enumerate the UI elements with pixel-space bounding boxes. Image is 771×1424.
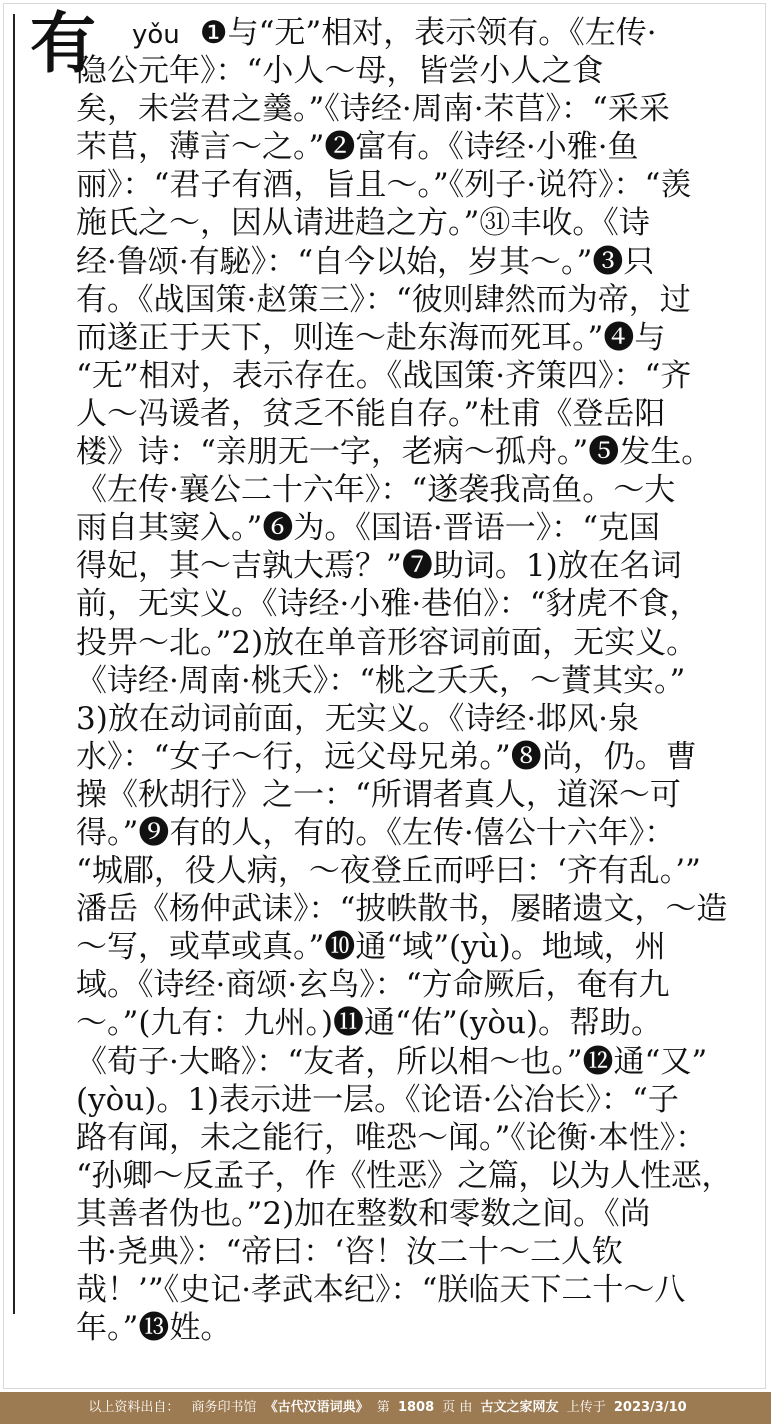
entry-line: 其善者伪也。”2)加在整数和零数之间。《尚 bbox=[76, 1195, 651, 1232]
entry-line: 水》：“女子～行，远父母兄弟。”❽尚，仍。曹 bbox=[76, 738, 697, 775]
entry-line: 有。《战国策·赵策三》：“彼则肆然而为帝，过 bbox=[76, 281, 691, 318]
footer-date: 2023/3/10 bbox=[613, 1400, 687, 1415]
footer-uploader: 古文之家网友 bbox=[480, 1400, 559, 1415]
footer-page-number: 1808 bbox=[397, 1400, 435, 1415]
entry-line: 《诗经·周南·桃夭》：“桃之夭夭，～蕡其实。” bbox=[76, 662, 686, 699]
headword: 有 bbox=[30, 4, 96, 82]
entry-line: 而遂正于天下，则连～赴东海而死耳。”❹与 bbox=[76, 319, 666, 356]
entry-line: 潘岳《杨仲武诔》：“披帙散书，屡睹遗文，～造 bbox=[76, 891, 728, 928]
entry-line: (yòu)。1)表示进一层。《论语·公冶长》：“子 bbox=[76, 1081, 679, 1118]
left-margin-rule bbox=[13, 14, 15, 1314]
entry-line: 投畀～北。”2)放在单音形容词前面，无实义。 bbox=[76, 624, 698, 661]
entry-line: 得妃，其～吉孰大焉？”❼助词。1)放在名词 bbox=[76, 548, 682, 585]
entry-line: 经·鲁颂·有駜》：“自今以始，岁其～。”❸只 bbox=[76, 243, 655, 280]
footer-page-label-post: 页 由 bbox=[442, 1400, 473, 1415]
dictionary-entry bbox=[76, 14, 732, 1347]
entry-line: 得。”❾有的人，有的。《左传·僖公十六年》： bbox=[76, 814, 676, 851]
entry-line: “孙卿～反孟子，作《性恶》之篇，以为人性恶， bbox=[76, 1157, 732, 1194]
entry-line: 操《秋胡行》之一：“所谓者真人，道深～可 bbox=[76, 776, 681, 813]
entry-line: 楼》诗：“亲朋无一字，老病～孤舟。”❺发生。 bbox=[76, 434, 713, 471]
footer-page-label-pre: 第 bbox=[376, 1400, 390, 1415]
entry-line: “城郿，役人病，～夜登丘而呼曰：‘齐有乱。’” bbox=[76, 853, 701, 890]
entry-line: “无”相对，表示存在。《战国策·齐策四》：“齐 bbox=[76, 357, 692, 394]
source-footer bbox=[0, 1392, 771, 1424]
entry-line: ～写，或草或真。”❿通“域”(yù)。地域，州 bbox=[76, 929, 666, 966]
entry-line: 《荀子·大略》：“友者，所以相～也。”⓬通“又” bbox=[76, 1043, 708, 1080]
entry-line: 施氏之～，因从请进趋之方。”㉛丰收。《诗 bbox=[76, 205, 650, 242]
entry-line: 哉！’”《史记·孝武本纪》：“朕临天下二十～八 bbox=[76, 1272, 686, 1309]
entry-line: ～。”(九有：九州。)⓫通“佑”(yòu)。帮助。 bbox=[76, 1005, 663, 1042]
footer-publisher: 商务印书馆 bbox=[191, 1400, 257, 1415]
entry-line-text: ❶与“无”相对，表示领有。《左传· bbox=[199, 15, 657, 51]
entry-line: 隐公元年》：“小人～母，皆尝小人之食 bbox=[76, 53, 604, 90]
entry-line: 年。”⓭姓。 bbox=[76, 1310, 232, 1347]
entry-line bbox=[76, 14, 726, 52]
pinyin: yǒu bbox=[132, 20, 180, 50]
entry-line: 丽》：“君子有酒，旨且～。”《列子·说符》：“羡 bbox=[76, 167, 692, 204]
entry-line: 3)放在动词前面，无实义。《诗经·邶风·泉 bbox=[76, 700, 640, 737]
entry-line: 路有闻，未之能行，唯恐～闻。”《论衡·本性》： bbox=[76, 1119, 707, 1156]
footer-book: 《古代汉语词典》 bbox=[264, 1400, 369, 1415]
entry-line: 书·尧典》：“帝曰：‘咨！汝二十～二人钦 bbox=[76, 1234, 624, 1270]
entry-line: 前，无实义。《诗经·小雅·巷伯》：“豺虎不食， bbox=[76, 586, 701, 623]
entry-line: 芣苢，薄言～之。”❷富有。《诗经·小雅·鱼 bbox=[76, 129, 639, 166]
footer-prefix: 以上资料出自： bbox=[88, 1400, 180, 1415]
entry-line: 矣，未尝君之羹。”《诗经·周南·芣苢》：“采采 bbox=[76, 91, 670, 128]
entry-line: 人～冯谖者，贫乏不能自存。”杜甫《登岳阳 bbox=[76, 395, 666, 432]
footer-uploaded-label: 上传于 bbox=[566, 1400, 606, 1415]
entry-line: 雨自其窦入。”❻为。《国语·晋语一》：“克国 bbox=[76, 510, 661, 547]
entry-line: 《左传·襄公二十六年》：“遂袭我高鱼。～大 bbox=[76, 472, 676, 509]
entry-line: 域。《诗经·商颂·玄鸟》：“方命厥后，奄有九 bbox=[76, 967, 670, 1004]
